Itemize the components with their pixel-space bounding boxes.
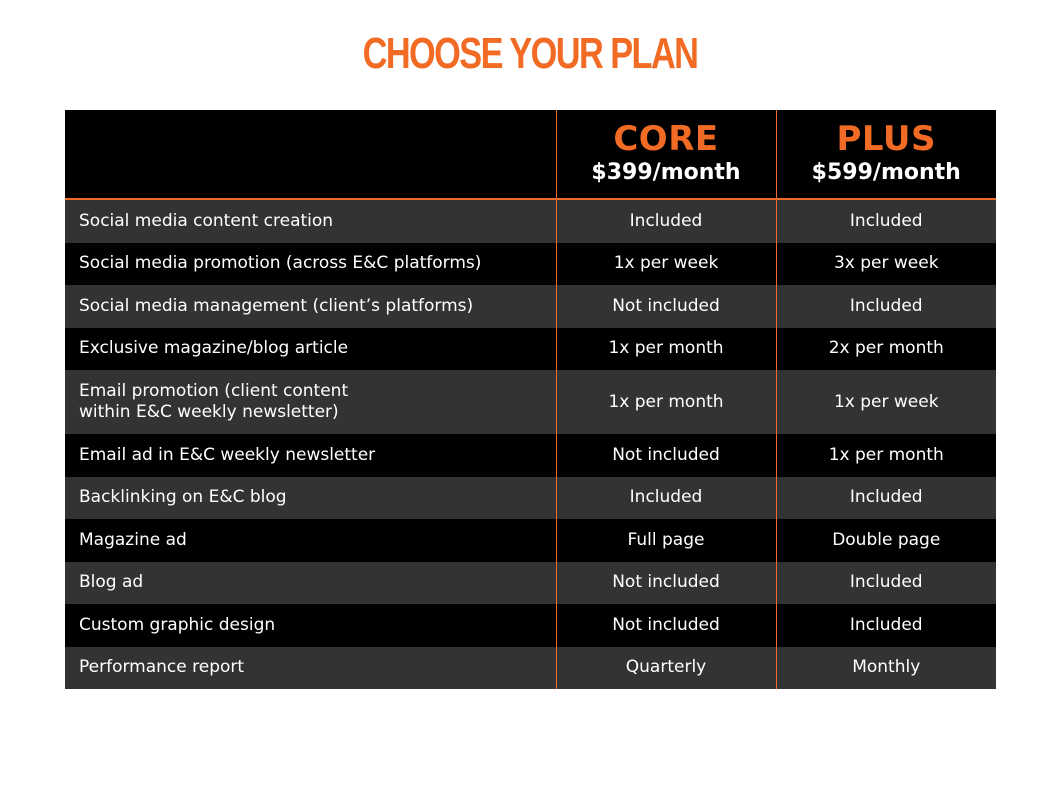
feature-label: Exclusive magazine/blog article <box>65 328 556 371</box>
table-row <box>65 434 996 477</box>
feature-label: Blog ad <box>65 562 556 605</box>
feature-label: Email promotion (client content within E&C weekly newsletter) <box>65 370 556 434</box>
feature-label: Performance report <box>65 647 556 690</box>
plus-value: 3x per week <box>776 243 996 286</box>
pricing-table <box>65 110 996 689</box>
plus-value: 1x per week <box>776 370 996 434</box>
table-row <box>65 519 996 562</box>
core-value: Not included <box>556 562 776 605</box>
feature-label: Custom graphic design <box>65 604 556 647</box>
plus-value: Included <box>776 604 996 647</box>
plus-value: Double page <box>776 519 996 562</box>
core-value: Included <box>556 477 776 520</box>
feature-label: Magazine ad <box>65 519 556 562</box>
plan-name-core: CORE <box>613 119 719 159</box>
table-row <box>65 647 996 690</box>
feature-rows <box>65 199 996 689</box>
feature-label: Social media promotion (across E&C platforms) <box>65 243 556 286</box>
plus-value: 2x per month <box>776 328 996 371</box>
core-value: Not included <box>556 285 776 328</box>
feature-label: Email ad in E&C weekly newsletter <box>65 434 556 477</box>
plus-value: Included <box>776 199 996 243</box>
plus-value: Included <box>776 562 996 605</box>
plan-header-row <box>65 110 996 199</box>
plus-value: Included <box>776 285 996 328</box>
core-value: 1x per week <box>556 243 776 286</box>
plan-price-core: $399/month <box>591 160 741 185</box>
core-value: 1x per month <box>556 370 776 434</box>
plan-header-plus <box>776 110 996 199</box>
plus-value: 1x per month <box>776 434 996 477</box>
table-row <box>65 604 996 647</box>
table-row <box>65 562 996 605</box>
feature-label: Social media content creation <box>65 199 556 243</box>
core-value: Not included <box>556 604 776 647</box>
table-row <box>65 328 996 371</box>
page-title: CHOOSE YOUR PLAN <box>362 29 698 78</box>
feature-label: Social media management (client’s platforms) <box>65 285 556 328</box>
table-row <box>65 243 996 286</box>
core-value: 1x per month <box>556 328 776 371</box>
table-row <box>65 199 996 243</box>
plan-name-plus: PLUS <box>836 119 936 159</box>
core-value: Full page <box>556 519 776 562</box>
table-row <box>65 477 996 520</box>
plus-value: Included <box>776 477 996 520</box>
core-value: Quarterly <box>556 647 776 690</box>
table-row <box>65 370 996 434</box>
plan-price-plus: $599/month <box>811 160 961 185</box>
core-value: Not included <box>556 434 776 477</box>
header-feature-cell <box>65 110 556 199</box>
core-value: Included <box>556 199 776 243</box>
plan-header-core <box>556 110 776 199</box>
table-row <box>65 285 996 328</box>
feature-label: Backlinking on E&C blog <box>65 477 556 520</box>
plus-value: Monthly <box>776 647 996 690</box>
